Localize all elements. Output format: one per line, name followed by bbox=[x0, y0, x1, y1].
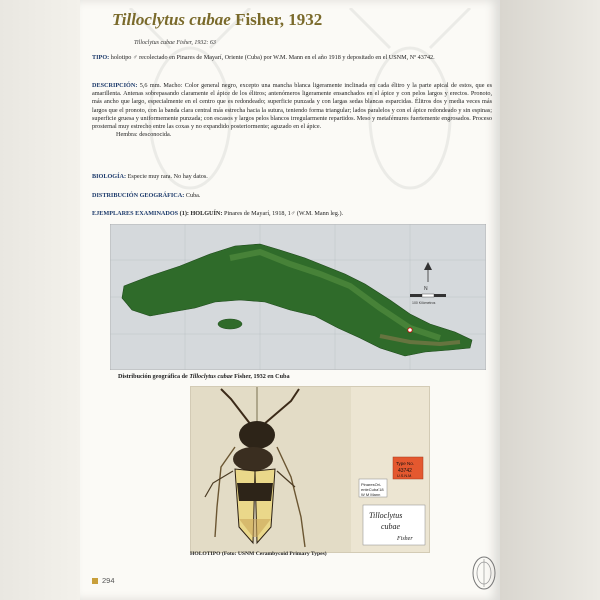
biologia-section bbox=[92, 173, 492, 181]
hembra-text: Hembra: desconocida. bbox=[116, 131, 172, 139]
distribucion-section bbox=[92, 192, 492, 200]
descripcion-label: DESCRIPCIÓN: bbox=[92, 82, 138, 89]
ejemplares-count: (1): HOLGUÍN: bbox=[178, 210, 223, 217]
species-name: Tilloclytus cubae bbox=[112, 10, 231, 29]
tipo-text: holotipo ♂ recolectado en Pinares de Mayarí, Oriente (Cuba) por W.M. Mann en el año 1918 y depositado en el USNM, Nº 43742. bbox=[109, 54, 435, 61]
page-number: 294 bbox=[102, 576, 115, 585]
locality-label-line3: W M Mann bbox=[361, 492, 381, 497]
ejemplares-text: Pinares de Mayarí, 1918, 1♂ (W.M. Mann leg.). bbox=[222, 210, 344, 217]
distribucion-label: DISTRIBUCIÓN GEOGRÁFICA: bbox=[92, 192, 185, 199]
left-page-gutter bbox=[0, 0, 80, 600]
map-caption bbox=[118, 373, 290, 380]
beetle-specimen-image bbox=[191, 387, 429, 552]
type-label-line2: 43742 bbox=[398, 468, 412, 474]
descripcion-section bbox=[92, 82, 492, 139]
locality-label-line2: enteCuba'18 bbox=[361, 487, 384, 492]
distribucion-text: Cuba. bbox=[184, 192, 201, 199]
determination-label-line2: cubae bbox=[381, 522, 401, 531]
ejemplares-label: EJEMPLARES EXAMINADOS bbox=[92, 210, 179, 217]
biologia-text: Especie muy rara. No hay datos. bbox=[126, 173, 208, 180]
isla-juventud bbox=[218, 319, 242, 329]
photo-caption: HOLOTIPO (Foto: USNM Cerambycoid Primary Types) bbox=[190, 551, 327, 557]
locality-label-line1: PinaresOri- bbox=[361, 482, 382, 487]
citation: Tilloclytus cubae Fisher, 1932: 63 bbox=[134, 40, 216, 46]
right-page-edge bbox=[500, 0, 600, 600]
map-caption-post: Fisher, 1932 en Cuba bbox=[232, 373, 290, 380]
page-title bbox=[112, 10, 322, 30]
tipo-section bbox=[92, 54, 492, 62]
map-caption-species: Tilloclytus cubae bbox=[189, 373, 233, 380]
determination-label-line1: Tilloclytus bbox=[369, 511, 403, 520]
biologia-label: BIOLOGÍA: bbox=[92, 173, 127, 180]
type-label-line3: U.S.N.M. bbox=[397, 474, 413, 478]
holotype-photo bbox=[190, 386, 430, 553]
scale-label: 100 Kilómetros bbox=[412, 301, 436, 305]
book-page bbox=[80, 0, 500, 600]
cuba-distribution-map bbox=[110, 224, 486, 370]
locality-marker-icon bbox=[408, 328, 412, 332]
north-label: N bbox=[424, 286, 428, 292]
publisher-logo-icon bbox=[472, 556, 496, 590]
tipo-label: TIPO: bbox=[92, 54, 110, 61]
descripcion-text: 5,6 mm. Macho: Color general negro, excepto una mancha blanca ligeramente inclinada en cada élitro y la parte apical de estos, que es amarillenta. Antenas sobrepasando claramente el ápice de los élitros; antenómeros ligeramente ensanchados en el ápice y con pelos largos y erectos. Pronoto, más ancho que largo, especialmente en el centro que es redondeado; superficie punzada y con largas sedas blancas esparcidas. Élitros dos y media veces más largos que el pronoto, con la banda clara central más estrecha hacia la sutura, teniendo forma triangular; lados paralelos y con el ápice redondeado y sin espinas; superficie gruesa y uniformemente punzada; con escasos y largos pelos blancos irregularmente repartidos. Meso y metafémures fuertemente engrosados. Proceso prosternal muy estrecho entre las coxas y no expandido posteriormente; aguzado en el ápice. bbox=[92, 82, 492, 131]
map-caption-pre: Distribución geográfica de bbox=[118, 373, 190, 380]
page-number-marker bbox=[92, 578, 98, 584]
type-label-line1: Type No. bbox=[396, 461, 415, 466]
determination-label-line3: Fisher bbox=[397, 536, 413, 542]
species-author: Fisher, 1932 bbox=[230, 10, 323, 29]
ejemplares-section bbox=[92, 210, 492, 218]
